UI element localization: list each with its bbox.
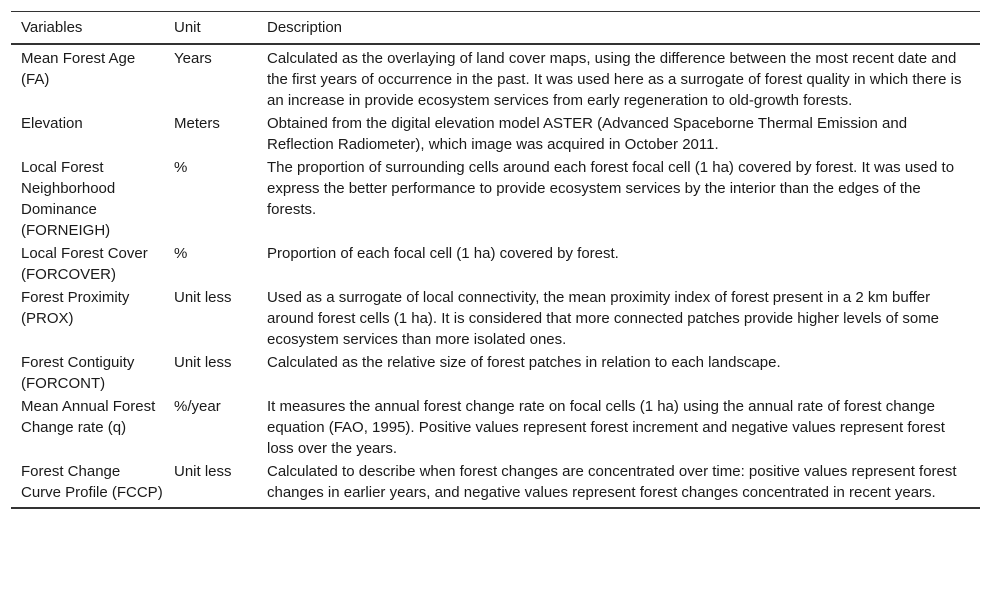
description-cell: Calculated to describe when forest changes are concentrated over time: positive values represent forest changes in earlier years, and negative values represent forest changes concentrated in recent years. <box>267 463 957 501</box>
variable-cell: Local Forest Neighborhood Dominance (FORNEIGH) <box>21 159 116 239</box>
unit-cell: % <box>174 159 188 176</box>
description-cell: The proportion of surrounding cells around each forest focal cell (1 ha) covered by forest. It was used to express the better performance to provide ecosystem services by the interior than the edges of the forests. <box>267 159 955 218</box>
variable-cell: Mean Forest Age (FA) <box>21 50 136 88</box>
variables-table <box>11 11 980 509</box>
variable-cell: Forest Contiguity (FORCONT) <box>21 354 135 392</box>
unit-cell: %/year <box>174 398 221 415</box>
variable-cell: Forest Proximity (PROX) <box>21 289 130 327</box>
description-cell: It measures the annual forest change rate on focal cells (1 ha) using the annual rate of forest change equation (FAO, 1995). Positive values represent forest increment and negative values represent forest loss over the years. <box>267 398 945 457</box>
description-cell: Obtained from the digital elevation model ASTER (Advanced Spaceborne Thermal Emission and Reflection Radiometer), which image was acquired in October 2011. <box>267 115 908 153</box>
table-row <box>11 350 980 394</box>
table-row <box>11 285 980 350</box>
variable-cell: Forest Change Curve Profile (FCCP) <box>21 463 163 501</box>
header-variables: Variables <box>21 19 83 36</box>
table-row <box>11 155 980 241</box>
description-cell: Proportion of each focal cell (1 ha) covered by forest. <box>267 245 619 262</box>
unit-cell: Meters <box>174 115 220 132</box>
variable-cell: Local Forest Cover (FORCOVER) <box>21 245 148 283</box>
description-cell: Calculated as the relative size of forest patches in relation to each landscape. <box>267 354 781 371</box>
variable-cell: Mean Annual Forest Change rate (q) <box>21 398 156 436</box>
header-row <box>11 12 980 45</box>
table-row <box>11 459 980 508</box>
table-row <box>11 394 980 459</box>
unit-cell: Unit less <box>174 463 232 480</box>
unit-cell: % <box>174 245 188 262</box>
unit-cell: Unit less <box>174 354 232 371</box>
header-unit: Unit <box>174 19 201 36</box>
table-row <box>11 111 980 155</box>
table-header <box>11 12 980 45</box>
table-body <box>11 44 980 508</box>
variable-cell: Elevation <box>21 115 83 132</box>
description-cell: Calculated as the overlaying of land cover maps, using the difference between the most recent date and the first years of occurrence in the past. It was used here as a surrogate of forest quality in which there is an increase in provide ecosystem services from early regeneration to old-growth forests. <box>267 50 962 109</box>
description-cell: Used as a surrogate of local connectivity, the mean proximity index of forest present in a 2 km buffer around forest cells (1 ha). It is considered that more connected patches provide higher levels of some ecosystem services than more isolated ones. <box>267 289 940 348</box>
unit-cell: Unit less <box>174 289 232 306</box>
table-row <box>11 44 980 111</box>
table-row <box>11 241 980 285</box>
variables-table-container <box>11 11 980 509</box>
unit-cell: Years <box>174 50 212 67</box>
header-description: Description <box>267 19 343 36</box>
